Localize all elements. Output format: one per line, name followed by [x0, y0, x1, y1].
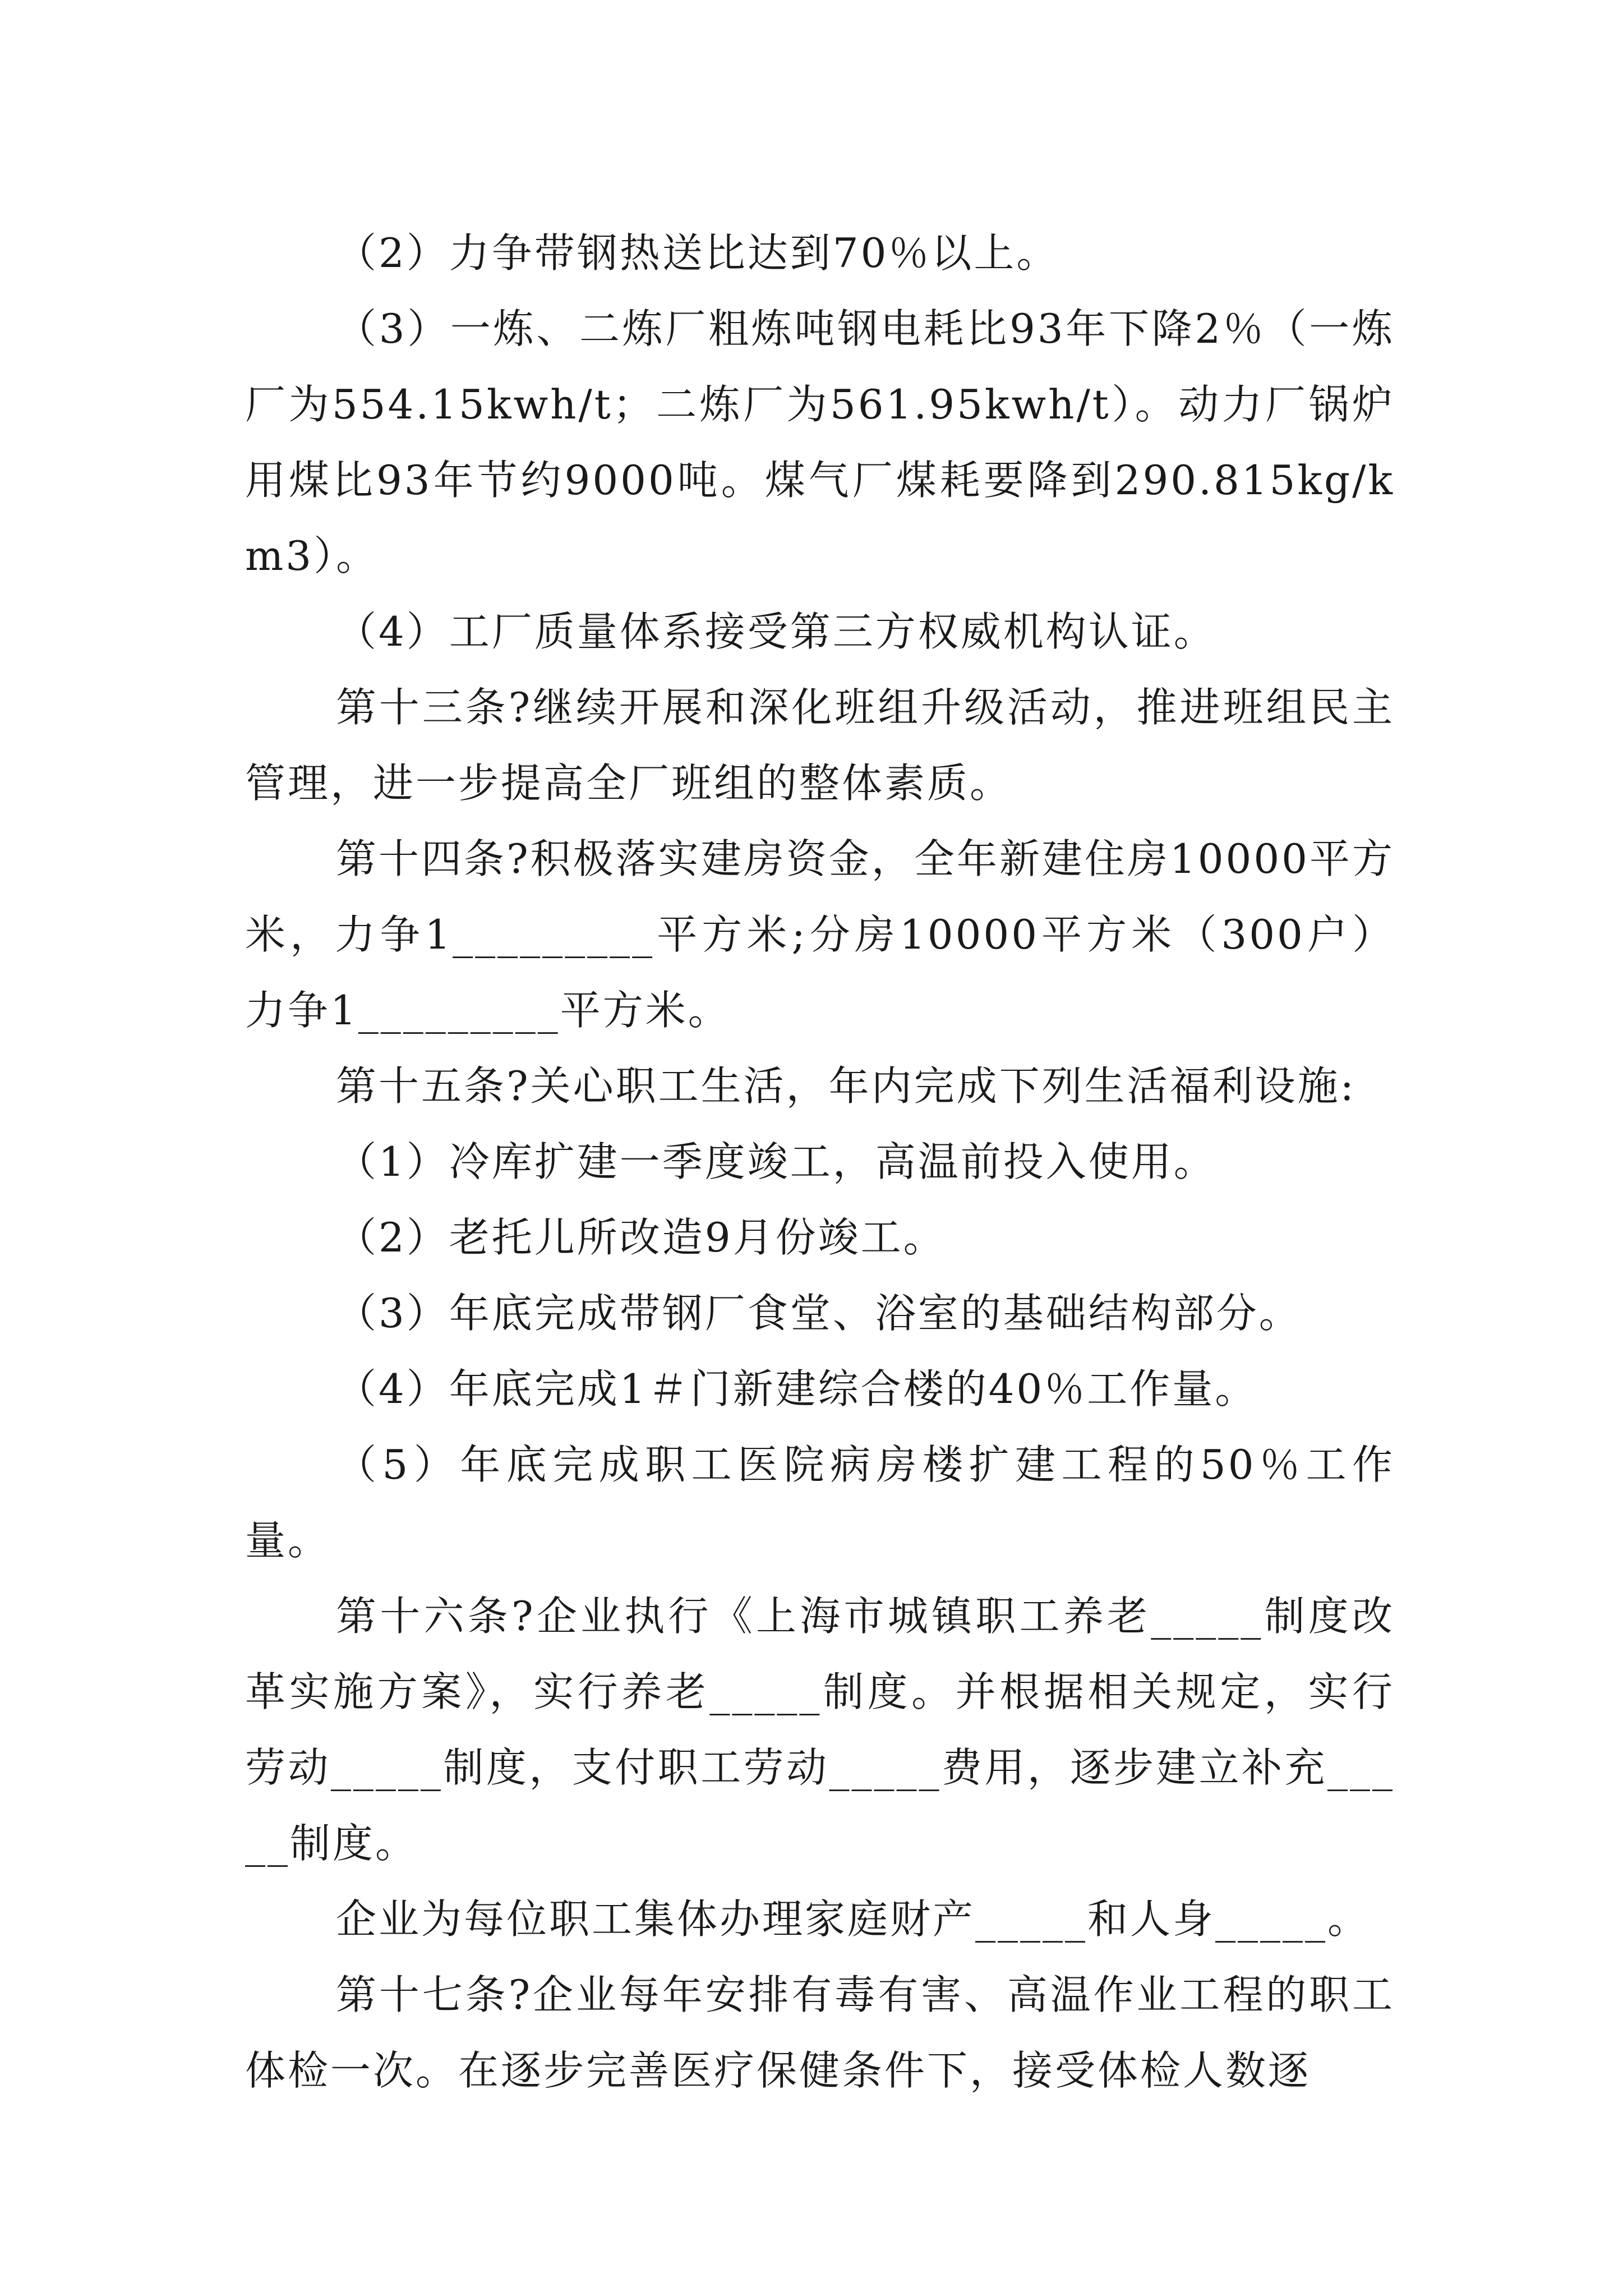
insurance-paragraph: 企业为每位职工集体办理家庭财产_____和人身_____。 — [336, 1895, 1371, 1943]
article-13: 第十三条?继续开展和深化班组升级活动，推进班组民主管理，进一步提高全厂班组的整体素质。 — [245, 684, 1395, 807]
article-17: 第十七条?企业每年安排有毒有害、高温作业工程的职工体检一次。在逐步完善医疗保健条件下，接受体检人数逐 — [245, 1971, 1395, 2094]
article-14: 第十四条?积极落实建房资金，全年新建住房10000平方米，力争1_________平方米;分房10000平方米（300户）力争1_________平方米。 — [245, 835, 1395, 1034]
paragraph-item-2: （2）力争带钢热送比达到70％以上。 — [336, 229, 1059, 277]
article-15-item-2: （2）老托儿所改造9月份竣工。 — [336, 1214, 946, 1261]
article-15: 第十五条?关心职工生活，年内完成下列生活福利设施: — [336, 1062, 1356, 1110]
paragraph-item-4: （4）工厂质量体系接受第三方权威机构认证。 — [336, 608, 1216, 655]
article-15-item-4: （4）年底完成1＃门新建综合楼的40％工作量。 — [336, 1365, 1258, 1412]
article-15-item-1: （1）冷库扩建一季度竣工，高温前投入使用。 — [336, 1138, 1216, 1185]
paragraph-item-3: （3）一炼、二炼厂粗炼吨钢电耗比93年下降2％（一炼厂为554.15kwh/t；二炼厂为561.95kwh/t）。动力厂锅炉用煤比93年节约9000吨。煤气厂煤耗要降到290.815kg/km3）。 — [245, 305, 1395, 579]
document-body — [245, 215, 1395, 2109]
article-15-item-3: （3）年底完成带钢厂食堂、浴室的基础结构部分。 — [336, 1290, 1302, 1337]
article-16: 第十六条?企业执行《上海市城镇职工养老_____制度改革实施方案》，实行养老_____制度。并根据相关规定，实行劳动_____制度，支付职工劳动_____费用，逐步建立补充_____制度。 — [245, 1593, 1395, 1867]
article-15-item-5: （5）年底完成职工医院病房楼扩建工程的50％工作量。 — [245, 1441, 1395, 1564]
